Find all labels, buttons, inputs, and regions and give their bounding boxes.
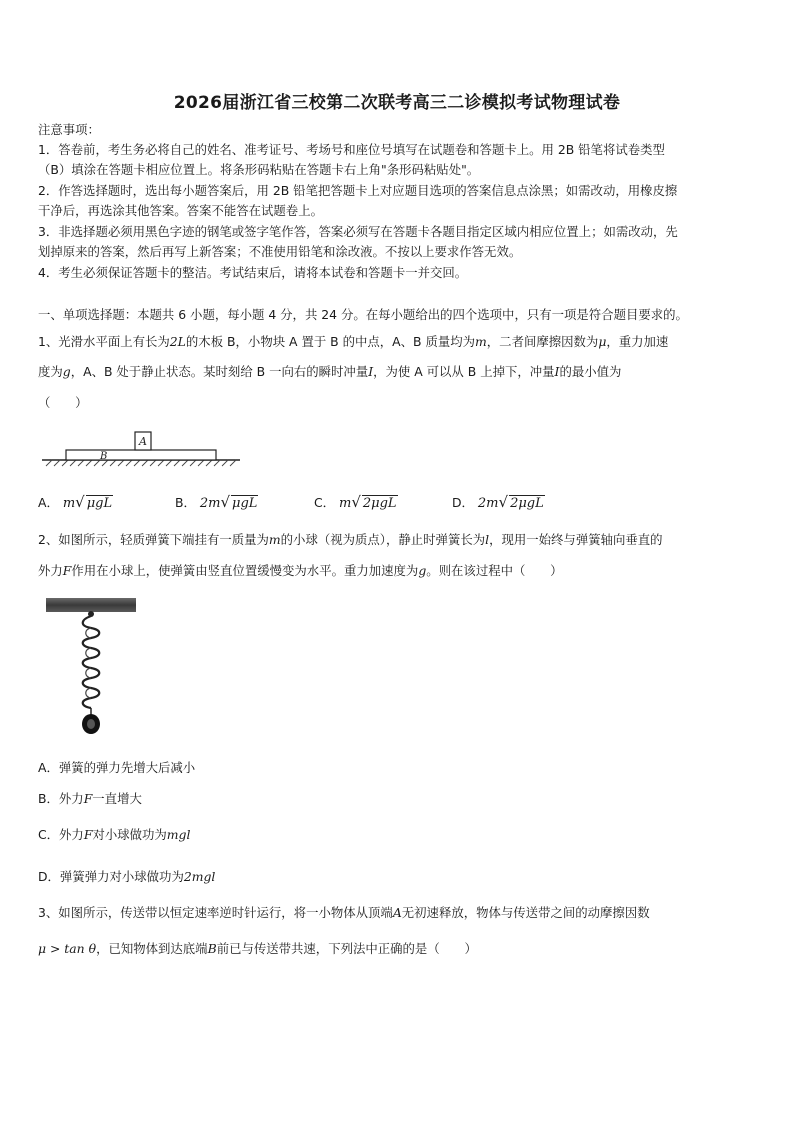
q3-text: 前已与传送带共速，下列法中正确的是（ ） bbox=[216, 941, 477, 956]
notice-heading: 注意事项： bbox=[38, 122, 100, 137]
q1-line2 bbox=[38, 362, 760, 382]
q2-text: 2、如图所示，轻质弹簧下端挂有一质量为 bbox=[38, 532, 269, 547]
q3-text: ，已知物体到达底端 bbox=[96, 941, 208, 956]
ball-highlight bbox=[87, 719, 95, 729]
q2-var: m bbox=[268, 532, 281, 547]
sqrt-sign: √ bbox=[351, 493, 361, 511]
option-coef: 2m bbox=[477, 496, 499, 511]
q2-var: l bbox=[485, 532, 490, 547]
notice-line: 划掉原来的答案，然后再写上新答案；不准使用铅笔和涂改液。不按以上要求作答无效。 bbox=[38, 244, 522, 259]
q1-option-a[interactable] bbox=[38, 493, 113, 511]
q1-var: m bbox=[475, 334, 487, 349]
q1-text: ，重力加速 bbox=[606, 334, 669, 349]
q1-option-c[interactable] bbox=[314, 493, 398, 511]
q2-option-c[interactable] bbox=[38, 825, 760, 845]
q1-bracket: （ ） bbox=[38, 395, 88, 410]
q2-text: 外力 bbox=[38, 563, 63, 578]
sqrt-sign: √ bbox=[498, 493, 509, 511]
q1-var: 2L bbox=[169, 334, 186, 349]
option-letter: B． bbox=[175, 495, 196, 510]
option-radicand: μgL bbox=[232, 496, 258, 511]
q1-line1 bbox=[38, 332, 760, 352]
q2-text: ，现用一始终与弹簧轴向垂直的 bbox=[489, 532, 663, 547]
notice-line: 4．考生必须保证答题卡的整洁。考试结束后，请将本试卷和答题卡一并交回。 bbox=[38, 265, 468, 280]
q1-var: I bbox=[554, 364, 560, 379]
q1-var: μ bbox=[598, 334, 607, 349]
q2-line2 bbox=[38, 561, 760, 581]
option-radicand: 2μgL bbox=[362, 496, 397, 511]
q1-var: I bbox=[368, 364, 374, 379]
q2-figure bbox=[44, 592, 144, 742]
board-b-label: B bbox=[100, 451, 108, 462]
q2-text: 作用在小球上，使弹簧由竖直位置缓慢变为水平。重力加速度为 bbox=[71, 563, 419, 578]
option-coef: 2m bbox=[199, 496, 221, 511]
option-var: F bbox=[83, 791, 93, 806]
spring bbox=[83, 616, 100, 708]
q1-option-d[interactable] bbox=[452, 493, 545, 511]
q3-text: 3、如图所示，传送带以恒定速率逆时针运行，将一小物体从顶端 bbox=[38, 905, 393, 920]
notice-line: 干净后，再选涂其他答案。答案不能答在试题卷上。 bbox=[38, 203, 323, 218]
q1-text: ，二者间摩擦因数为 bbox=[486, 334, 599, 349]
q1-option-b[interactable] bbox=[175, 493, 258, 511]
q1-figure bbox=[40, 428, 246, 468]
q2-option-d[interactable] bbox=[38, 867, 760, 887]
option-var: F bbox=[83, 827, 93, 842]
option-coef: m bbox=[62, 496, 76, 511]
q1-var: g bbox=[62, 364, 71, 379]
sqrt-sign: √ bbox=[75, 493, 85, 511]
q3-var: B bbox=[207, 941, 217, 956]
q3-text: 无初速释放，物体与传送带之间的动摩擦因数 bbox=[401, 905, 650, 920]
option-radicand: 2μgL bbox=[510, 496, 544, 511]
block-a-label: A bbox=[139, 435, 147, 448]
option-var: 2mgl bbox=[183, 869, 216, 884]
option-text: B．外力 bbox=[38, 791, 84, 806]
q1-text: ，为使 A 可以从 B 上掉下，冲量 bbox=[373, 364, 555, 379]
q2-text: 。则在该过程中（ ） bbox=[426, 563, 563, 578]
option-letter: D． bbox=[452, 495, 474, 510]
q1-text: ，A、B 处于静止状态。某时刻给 B 一向右的瞬时冲量 bbox=[70, 364, 369, 379]
q2-option-b[interactable] bbox=[38, 789, 760, 809]
q2-text: 的小球（视为质点），静止时弹簧长为 bbox=[280, 532, 486, 547]
q1-text: 的最小值为 bbox=[559, 364, 622, 379]
notice-line: 1．答卷前，考生务必将自己的姓名、准考证号、考场号和座位号填写在试题卷和答题卡上。用 2B 铅笔将试卷类型 bbox=[38, 142, 665, 157]
option-letter: C． bbox=[314, 495, 336, 510]
q3-line2 bbox=[38, 939, 760, 959]
q3-var: μ > tan θ bbox=[38, 941, 97, 956]
notice-line: 3．非选择题必须用黑色字迹的钢笔或签字笔作答，答案必须写在答题卡各题目指定区域内相应位置上；如需改动，先 bbox=[38, 224, 678, 239]
sqrt-sign: √ bbox=[220, 493, 231, 511]
option-radicand: μgL bbox=[86, 496, 113, 511]
ground-hatch bbox=[46, 460, 236, 466]
option-text: A．弹簧的弹力先增大后减小 bbox=[38, 760, 196, 775]
option-var: mgl bbox=[166, 827, 191, 842]
notice-line: 2．作答选择题时，选出每小题答案后，用 2B 铅笔把答题卡上对应题目选项的答案信息点涂黑；如需改动，用橡皮擦 bbox=[38, 183, 678, 198]
q2-option-a[interactable] bbox=[38, 758, 760, 778]
page-title: 2026届浙江省三校第二次联考高三二诊模拟考试物理试卷 bbox=[173, 93, 621, 113]
option-letter: A． bbox=[38, 495, 59, 510]
ceiling-beam bbox=[46, 598, 136, 612]
q1-text: 的木板 B，小物块 A 置于 B 的中点，A、B 质量均为 bbox=[185, 334, 476, 349]
notice-line: （B）填涂在答题卡相应位置上。将条形码粘贴在答题卡右上角"条形码粘贴处"。 bbox=[38, 162, 480, 177]
q3-line1 bbox=[38, 903, 760, 923]
q1-text: 度为 bbox=[38, 364, 63, 379]
option-text: D．弹簧弹力对小球做功为 bbox=[38, 869, 184, 884]
option-text: C．外力 bbox=[38, 827, 84, 842]
q2-var: F bbox=[62, 563, 72, 578]
section-heading: 一、单项选择题：本题共 6 小题，每小题 4 分，共 24 分。在每小题给出的四个选项中，只有一项是符合题目要求的。 bbox=[38, 307, 688, 322]
board-b bbox=[66, 450, 216, 460]
q2-line1 bbox=[38, 530, 760, 550]
option-coef: m bbox=[339, 496, 352, 511]
q1-text: 1、光滑水平面上有长为 bbox=[38, 334, 170, 349]
q2-var: g bbox=[418, 563, 427, 578]
q3-var: A bbox=[392, 905, 402, 920]
option-text: 一直增大 bbox=[92, 791, 142, 806]
option-text: 对小球做功为 bbox=[92, 827, 167, 842]
